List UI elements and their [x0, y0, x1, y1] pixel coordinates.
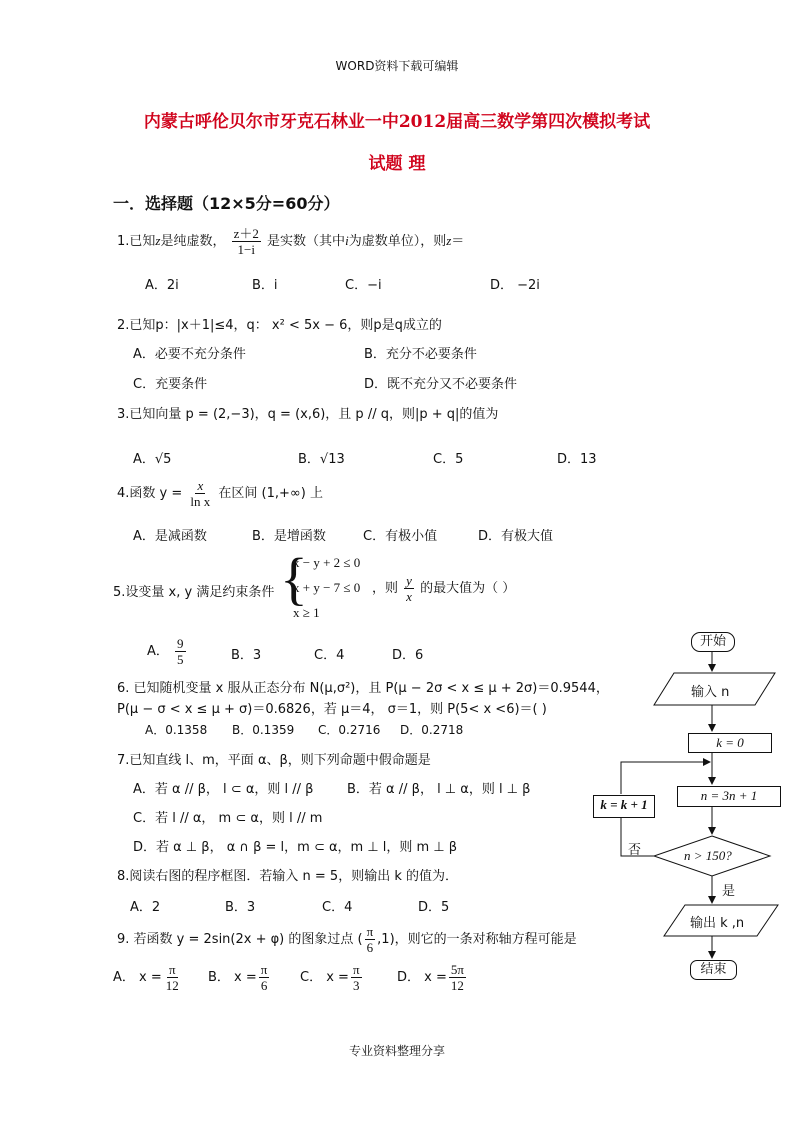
- q4-option-c: C．有极小值: [363, 529, 438, 544]
- q7-option-d: D．若 α ⊥ β， α ∩ β = l，m ⊂ α，m ⊥ l，则 m ⊥ β: [133, 840, 458, 855]
- q2-option-b: B．充分不必要条件: [364, 347, 477, 362]
- q5-constraint-1: x − y + 2 ≤ 0: [293, 555, 361, 570]
- flowchart-init: k = 0: [688, 733, 772, 753]
- q8-option-b: B．3: [225, 900, 256, 915]
- flowchart-increment: k = k + 1: [593, 795, 655, 818]
- q8-option-d: D．5: [418, 900, 450, 915]
- question-5-tail: ，则 $\frac{y}{x}$ 的最大值为（ ）: [372, 573, 516, 604]
- flowchart-start: 开始: [691, 632, 735, 652]
- q5-fraction: $\frac{y}{x}$: [406, 573, 412, 604]
- q7-option-a: A．若 α // β， l ⊂ α，则 l // β: [133, 782, 314, 797]
- flowchart-assign: n = 3n + 1: [677, 786, 781, 807]
- exam-title-line2: 试题 理: [368, 154, 426, 174]
- question-2-stem: 2.已知p：|x＋1|≤4，q： x² < 5x − 6，则p是q成立的: [117, 318, 442, 333]
- q6-option-a: A．0.1358: [145, 723, 208, 737]
- q6-option-c: C．0.2716: [318, 723, 381, 737]
- question-6-line-2: P(μ − σ < x ≤ μ + σ)＝0.6826，若 μ＝4， σ＝1，则 P(5< x <6)＝( ): [117, 702, 547, 717]
- q5-option-a: A． $\frac{9}{5}$: [147, 636, 184, 667]
- exam-title-line1: 内蒙古呼伦贝尔市牙克石林业一中2012届高三数学第四次模拟考试: [143, 112, 651, 132]
- q4-option-d: D．有极大值: [478, 529, 554, 544]
- q8-option-a: A．2: [130, 900, 161, 915]
- q3-option-c: C．5: [433, 452, 464, 467]
- q7-option-c: C．若 l // α， m ⊂ α，则 l // m: [133, 811, 323, 826]
- q1-option-d: D． −2i: [490, 278, 540, 293]
- q9-option-b: B． x = $\frac{\pi}{6}$: [208, 962, 268, 993]
- q6-option-d: D．0.2718: [400, 723, 464, 737]
- q5-option-b: B．3: [231, 648, 262, 663]
- flowchart-end: 结束: [690, 960, 737, 980]
- q4-option-b: B．是增函数: [252, 529, 326, 544]
- q1-option-b: B．i: [252, 278, 278, 293]
- q2-option-a: A．必要不充分条件: [133, 347, 246, 362]
- flowchart-no-label: 否: [628, 843, 642, 858]
- q5-constraint-3: x ≥ 1: [293, 605, 320, 620]
- q9-option-a: A． x = $\frac{\pi}{12}$: [113, 962, 179, 993]
- q7-option-b: B．若 α // β， l ⊥ α，则 l ⊥ β: [347, 782, 531, 797]
- question-7-stem: 7.已知直线 l、m，平面 α、β，则下列命题中假命题是: [117, 753, 431, 768]
- q5-brace: {: [280, 546, 308, 611]
- q3-option-d: D．13: [557, 452, 597, 467]
- question-3-stem: 3.已知向量 p = (2,−3)，q = (x,6)，且 p // q，则|p + q|的值为: [117, 407, 499, 422]
- q5-option-d: D．6: [392, 648, 424, 663]
- q6-option-b: B．0.1359: [232, 723, 295, 737]
- q2-option-d: D．既不充分又不必要条件: [364, 377, 518, 392]
- q5-option-c: C．4: [314, 648, 345, 663]
- q5-constraint-2: x + y − 7 ≤ 0: [293, 580, 361, 595]
- flowchart-input: 输入 n: [691, 685, 730, 700]
- q3-option-b: B．√13: [298, 452, 345, 467]
- flowchart-output: 输出 k ,n: [690, 916, 745, 931]
- q4-option-a: A．是减函数: [133, 529, 207, 544]
- question-1-stem: 1.已知z是纯虚数， $\frac{z+2}{1-i}$ 是实数（其中i为虚数单位），则z＝: [117, 226, 465, 257]
- page-header: WORD资料下载可编辑: [335, 59, 459, 73]
- q9-point-fraction: $\frac{\pi}{6}$: [366, 924, 374, 955]
- q1-option-c: C．−i: [345, 278, 382, 293]
- question-4-stem: 4.函数 y = $\frac{x}{\text{ln x}}$ 在区间 (1,+∞) 上: [117, 478, 323, 509]
- question-6-line-1: 6. 已知随机变量 x 服从正态分布 N(μ,σ²)，且 P(μ − 2σ < x ≤ μ + 2σ)＝0.9544，: [117, 681, 609, 696]
- q9-option-c: C． x = $\frac{\pi}{3}$: [300, 962, 360, 993]
- q3-option-a: A．√5: [133, 452, 172, 467]
- question-5-lead: 5.设变量 x, y 满足约束条件: [113, 585, 275, 600]
- page-footer: 专业资料整理分享: [348, 1044, 445, 1058]
- section-heading: 一．选择题（12×5分=60分）: [113, 194, 340, 213]
- question-9-stem: 9. 若函数 y = 2sin(2x + φ) 的图象过点 ( $\frac{\pi}{6}$ ,1)，则它的一条对称轴方程可能是: [117, 924, 577, 955]
- q1-option-a: A．2i: [145, 278, 179, 293]
- question-8-stem: 8.阅读右图的程序框图．若输入 n = 5，则输出 k 的值为．: [117, 869, 458, 884]
- flowchart-yes-label: 是: [722, 884, 736, 899]
- q4-fraction: $\frac{x}{\text{ln x}}$: [190, 478, 211, 509]
- q1-fraction: $\frac{z+2}{1-i}$: [233, 226, 259, 257]
- q9-option-d: D． x = $\frac{5\pi}{12}$: [397, 962, 464, 993]
- q8-option-c: C．4: [322, 900, 353, 915]
- flowchart-condition: n > 150?: [684, 848, 732, 863]
- q2-option-c: C．充要条件: [133, 377, 208, 392]
